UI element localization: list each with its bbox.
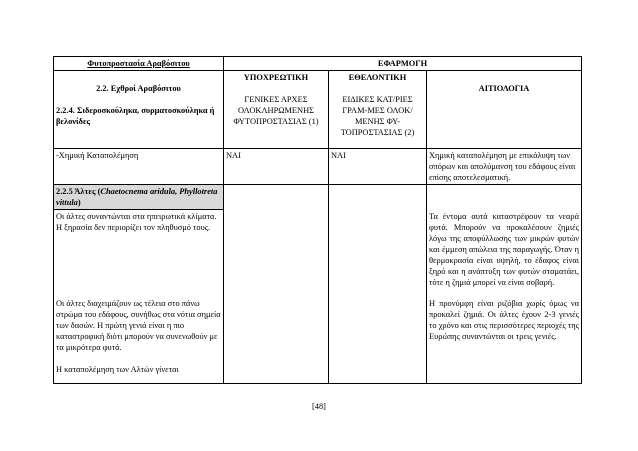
justification-column-cell <box>427 71 582 149</box>
header-application-title: ΕΦΑΡΜΟΓΗ <box>224 57 582 71</box>
altes-justification-2: Η προνύμφη είναι ριζόβια χωρίς όμως να προκαλεί ζημιά. Οι άλτες έχουν 2-3 γενιές το χρόνο και στις περισσότερες περιοχές της Ευρώπης συναντώνται οι τρεις γενιές. <box>429 298 579 341</box>
altes-description-cell <box>54 210 224 384</box>
altes-justification-1: Τα έντομα αυτά καταστρέφουν τα νεαρά φυτά. Μπορούν να προκαλέσουν ζημιές λόγω της αποφύλλωσης των μικρών φυτών και έμμεση απώλεια της παραγωγής. Όταν η θερμοκρασία είναι υψηλή, το έδαφος είναι ξηρό και η ανάπτυξη των φυτών σταματάει, τότε η ζημιά μπορεί να είναι σοβαρή. <box>429 211 579 287</box>
altes-para-2: Οι άλτες διαχειμάζουν ως τέλεια στο πάνω στρώμα του εδάφους, συνήθως στα νότια σημεία των δασών. Η πρώτη γενιά είναι η πιο καταστροφική διότι μπορούν να συνενωθούν με τα μικρότερα φυτά. <box>56 299 221 352</box>
chemical-control-voluntary: ΝΑΙ <box>329 149 427 185</box>
altes-para-3: Η καταπολέμηση των Αλτών γίνεται <box>56 365 179 374</box>
chemical-control-label: -Χημική Καταπολέμηση <box>54 149 224 185</box>
mandatory-column-cell <box>224 71 329 149</box>
section-title-cell <box>54 71 224 149</box>
subsection-heading: 2.2.4. Σιδεροσκούληκα, συρματοσκούληκα ή βελονίδες <box>56 106 215 126</box>
crop-protection-table <box>53 56 582 384</box>
altes-justification-cell <box>427 210 582 384</box>
justification-header: ΑΙΤΙΟΛΟΓΙΑ <box>478 84 530 93</box>
chemical-control-justification: Χημική καταπολέμηση με επικάλυψη των σπόρων και απολύμανση του εδάφους είναι επίσης αποτελεσματική. <box>427 149 582 185</box>
enemies-heading: 2.2. Εχθροί Αραβόσιτου <box>96 84 181 93</box>
voluntary-description: ΕΙΔΙΚΕΣ ΚΑΤ/ΡΙΕΣ ΓΡΑΜ-ΜΕΣ ΟΛΟΚ/ΜΕΝΗΣ ΦΥ-ΤΟΠΡΟΣΤΑΣΙΑΣ (2) <box>340 95 415 137</box>
voluntary-column-cell <box>329 71 427 149</box>
mandatory-header: ΥΠΟΧΡΕΩΤΙΚΗ <box>243 73 309 82</box>
altes-para-1: Οι άλτες συναντώνται στα ηπειρωτικά κλίματα. Η ξηρασία δεν περιορίζει τον πληθυσμό τους. <box>56 212 217 232</box>
page-number: [48] <box>312 402 326 411</box>
mandatory-description: ΓΕΝΙΚΕΣ ΑΡΧΕΣ ΟΛΟΚΛΗΡΩΜΕΝΗΣ ΦΥΤΟΠΡΟΣΤΑΣΙΑΣ (1) <box>233 95 319 126</box>
altes-heading-cell: 2.2.5 Άλτες (Chaetocnema aridula, Phyllotreta vittula) <box>54 185 224 210</box>
voluntary-header: ΕΘΕΛΟΝΤΙΚΗ <box>348 73 407 82</box>
altes-species: Chaetocnema aridula, Phyllotreta vittula <box>56 187 218 207</box>
chemical-control-mandatory: ΝΑΙ <box>224 149 329 185</box>
header-left-title: Φυτοπροστασία Αραβόσιτου <box>54 57 224 71</box>
